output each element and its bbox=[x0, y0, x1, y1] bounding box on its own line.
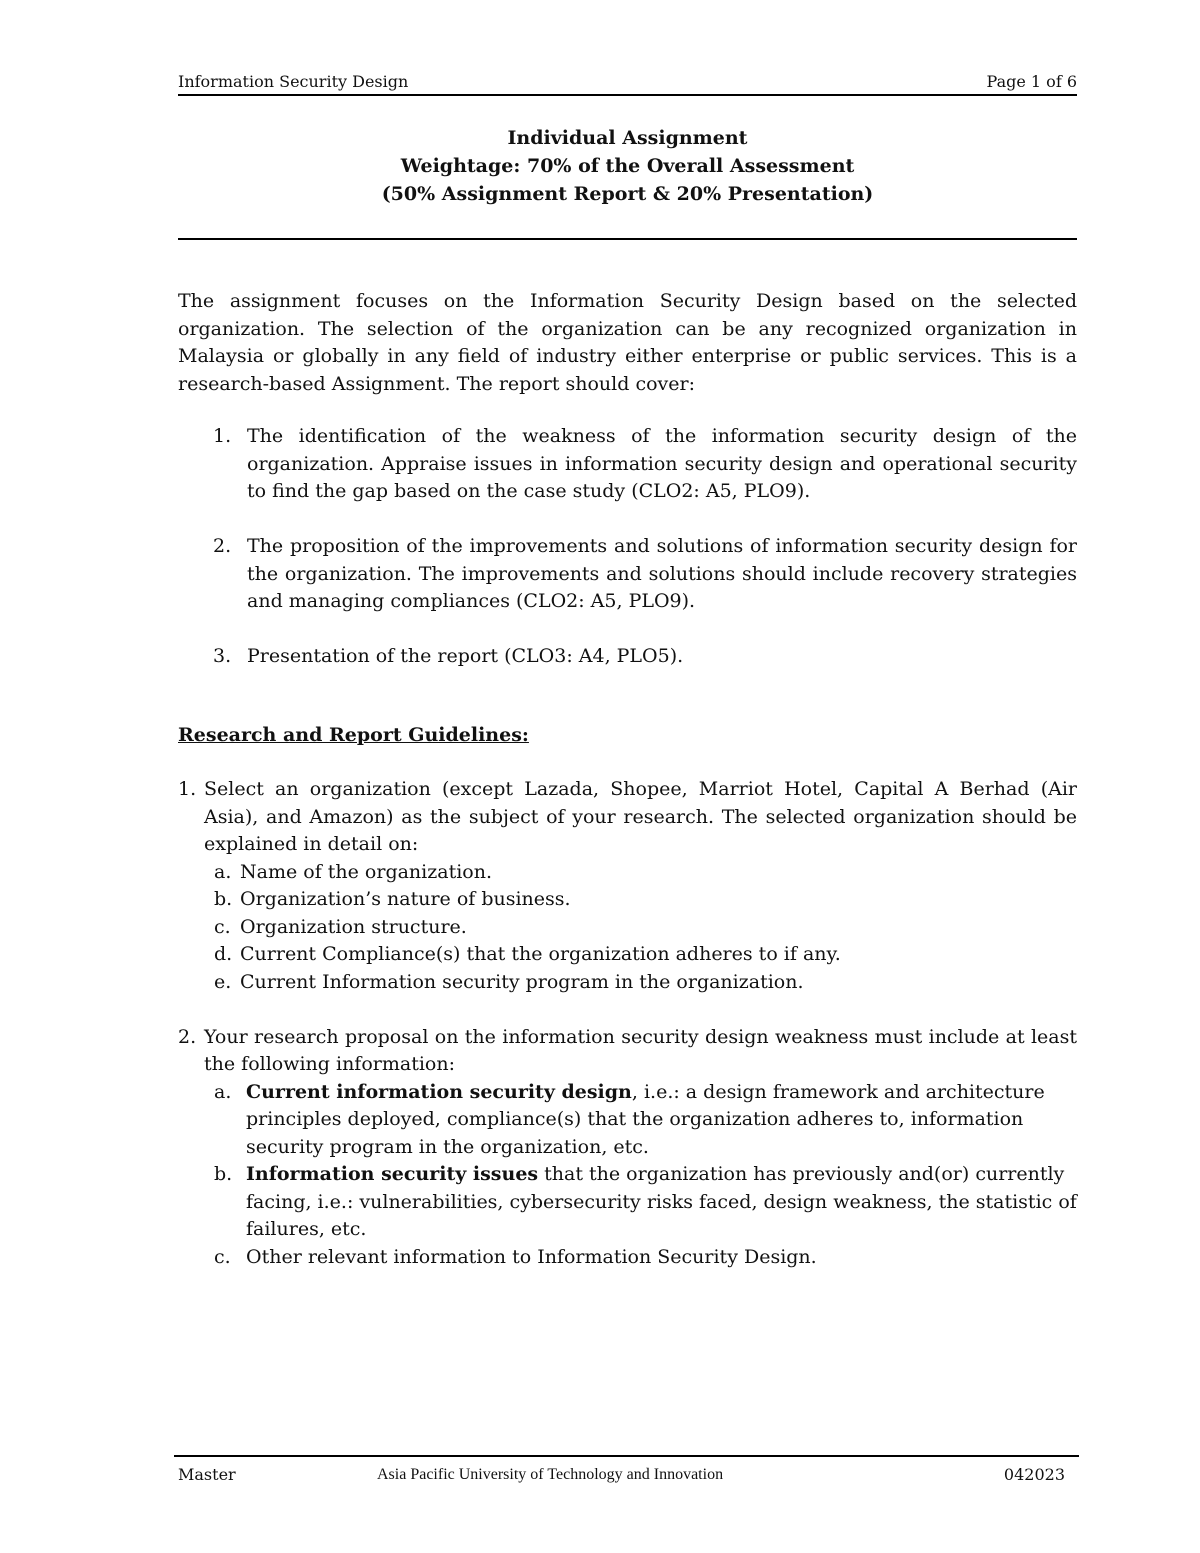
guideline-subitem bbox=[204, 886, 1077, 914]
subitem-letter: b. bbox=[214, 1163, 233, 1185]
subitem-letter: a. bbox=[214, 1080, 232, 1103]
subitem-text: Organization’s nature of business. bbox=[240, 888, 571, 910]
subitem-letter: d. bbox=[214, 943, 233, 965]
subitem-letter: e. bbox=[214, 970, 232, 993]
subitem-letter: a. bbox=[214, 860, 232, 883]
guidelines-heading: Research and Report Guidelines: bbox=[178, 724, 529, 746]
guidelines-list bbox=[178, 776, 1077, 1271]
subitem-text: Name of the organization. bbox=[240, 860, 493, 883]
scope-item-text: The proposition of the improvements and solutions of information security design for the organization. The improvements and solutions should include recovery strategies and managing compliances (CLO2: A5, PLO9). bbox=[247, 535, 1077, 612]
subitem-letter: c. bbox=[214, 915, 231, 938]
subitem-letter: c. bbox=[214, 1245, 231, 1268]
intro-paragraph: The assignment focuses on the Information Security Design based on the selected organization. The selection of the organization can be any recognized organization in Malaysia or globally in any field of industry either enterprise or public services. This is a research-based Assignment. The report should cover: bbox=[178, 290, 1077, 395]
guideline-subitem bbox=[204, 1244, 1077, 1272]
guideline-item-text: Your research proposal on the information security design weakness must include at least the following information: bbox=[204, 1025, 1077, 1075]
guideline-item bbox=[178, 776, 1077, 996]
title-line-3: (50% Assignment Report & 20% Presentation) bbox=[381, 183, 874, 205]
scope-item-text: The identification of the weakness of the information security design of the organization. Appraise issues in information security design and operational security to find the gap based on the case study (CLO2: A5, PLO9). bbox=[247, 425, 1077, 502]
subitem-bold-term: Information security issues bbox=[246, 1163, 539, 1185]
guideline-item-text: Select an organization (except Lazada, Shopee, Marriot Hotel, Capital A Berhad (Air Asia), and Amazon) as the subject of your research. The selected organization should be explained in detail on: bbox=[204, 778, 1077, 855]
guideline-sublist bbox=[204, 859, 1077, 997]
subitem-text: Current Compliance(s) that the organization adheres to if any. bbox=[240, 943, 841, 965]
scope-item-text: Presentation of the report (CLO3: A4, PLO5). bbox=[247, 645, 684, 667]
scope-item bbox=[178, 643, 1077, 671]
guideline-sublist bbox=[204, 1079, 1077, 1272]
guideline-item-number: 1. bbox=[178, 778, 197, 800]
guideline-subitem bbox=[204, 1079, 1077, 1162]
scope-item-number: 3. bbox=[213, 645, 232, 667]
scope-item-number: 1. bbox=[213, 425, 232, 447]
guideline-subitem bbox=[204, 1161, 1077, 1244]
subitem-text: Other relevant information to Information Security Design. bbox=[246, 1245, 817, 1268]
title-line-1: Individual Assignment bbox=[507, 127, 748, 149]
scope-item bbox=[178, 533, 1077, 616]
assignment-title-block bbox=[178, 124, 1077, 208]
subitem-letter: b. bbox=[214, 888, 233, 910]
guideline-subitem bbox=[204, 969, 1077, 997]
guideline-subitem bbox=[204, 941, 1077, 969]
guideline-subitem bbox=[204, 859, 1077, 887]
page-footer bbox=[174, 1455, 1079, 1487]
title-line-2: Weightage: 70% of the Overall Assessment bbox=[400, 155, 855, 177]
subitem-text: , i.e.: a design framework and architecture principles deployed, compliance(s) that the organization adheres to, information security program in the organization, etc. bbox=[246, 1080, 1045, 1158]
page-header bbox=[178, 72, 1077, 96]
header-course-title: Information Security Design bbox=[178, 72, 409, 91]
subitem-text: Organization structure. bbox=[240, 915, 467, 938]
title-divider bbox=[178, 238, 1077, 240]
footer-code: 042023 bbox=[1003, 1465, 1065, 1484]
guideline-item-number: 2. bbox=[178, 1025, 197, 1048]
report-scope-list bbox=[178, 423, 1077, 671]
scope-item-number: 2. bbox=[213, 535, 232, 557]
footer-program: Master bbox=[178, 1465, 236, 1484]
header-page-indicator: Page 1 of 6 bbox=[986, 72, 1077, 91]
scope-item bbox=[178, 423, 1077, 506]
subitem-bold-term: Current information security design bbox=[246, 1080, 632, 1103]
subitem-text: that the organization has previously and(or) currently facing, i.e.: vulnerabilities, cybersecurity risks faced, design weakness, the statistic of failures, etc. bbox=[246, 1163, 1077, 1240]
guideline-subitem bbox=[204, 914, 1077, 942]
guideline-item bbox=[178, 1024, 1077, 1272]
footer-university: Asia Pacific University of Technology and Innovation bbox=[377, 1466, 724, 1483]
subitem-text: Current Information security program in the organization. bbox=[240, 970, 804, 993]
